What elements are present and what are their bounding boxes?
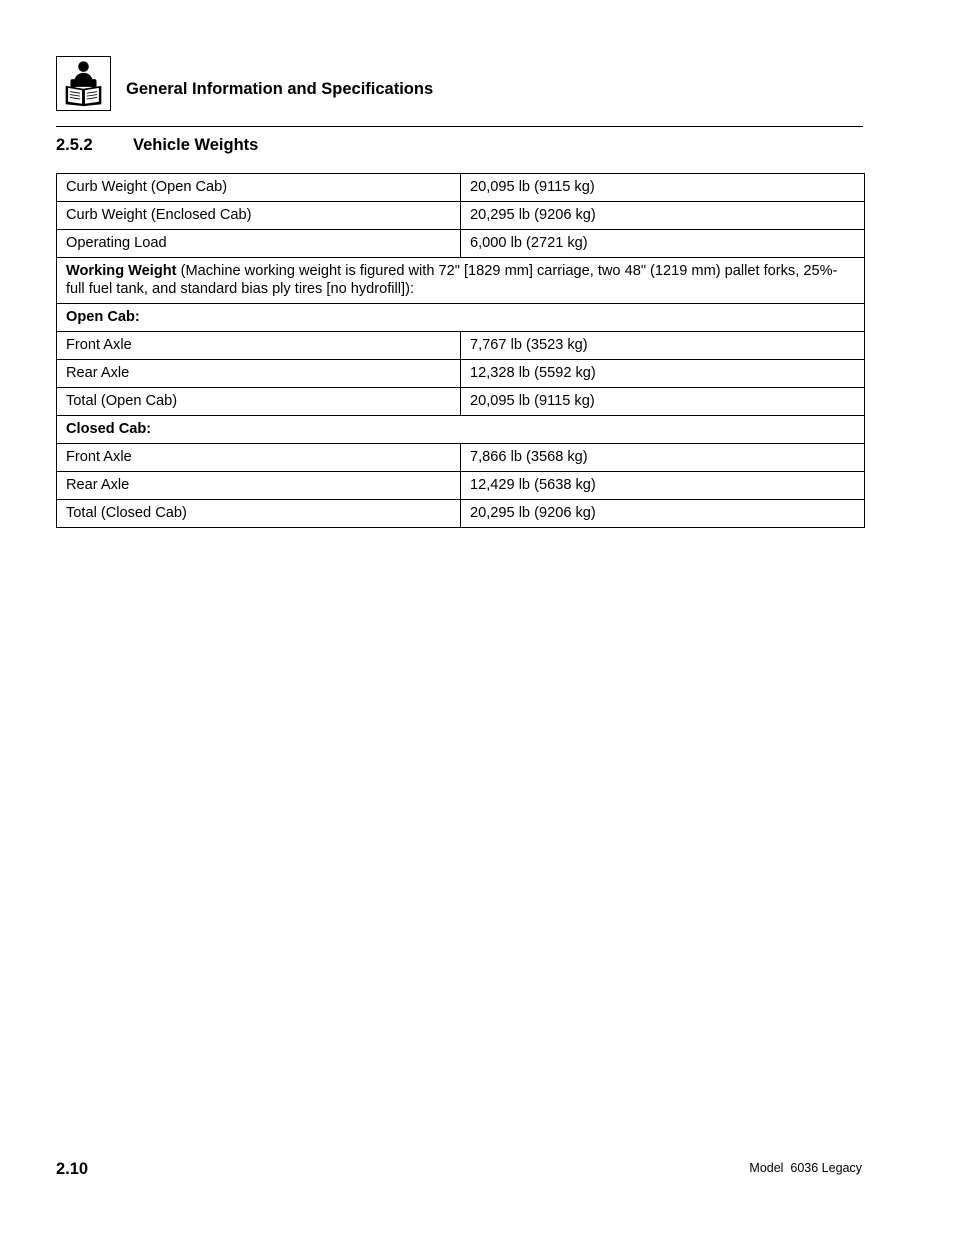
row-value: 12,328 lb (5592 kg) [461,360,865,388]
table-row [57,444,865,472]
row-label: Rear Axle [57,360,461,388]
row-value: 20,095 lb (9115 kg) [461,174,865,202]
page-header-title: General Information and Specifications [126,80,434,98]
table-row [57,174,865,202]
row-value: 20,095 lb (9115 kg) [461,388,865,416]
table-row [57,472,865,500]
table-row [57,360,865,388]
row-value: 20,295 lb (9206 kg) [461,202,865,230]
row-value: 7,866 lb (3568 kg) [461,444,865,472]
closed-cab-heading-row [57,416,865,444]
reader-with-book-icon [56,56,111,111]
working-weight-note [57,258,865,304]
page-number: 2.10 [56,1160,89,1178]
open-cab-heading: Open Cab: [57,304,865,332]
table-row [57,500,865,528]
table-row [57,230,865,258]
row-label: Total (Closed Cab) [57,500,461,528]
section-heading [56,135,258,155]
table-row [57,388,865,416]
row-value: 12,429 lb (5638 kg) [461,472,865,500]
header-divider [56,126,863,127]
section-title: Vehicle Weights [133,136,259,154]
working-weight-label: Working Weight [66,263,177,279]
row-label: Front Axle [57,444,461,472]
section-number: 2.5.2 [56,136,93,154]
row-value: 7,767 lb (3523 kg) [461,332,865,360]
working-weight-text: (Machine working weight is figured with 72" [1829 mm] carriage, two 48" (1219 mm) pallet forks, 25%-full fuel tank, and standard bias ply tires [no hydrofill]): [66,263,838,297]
vehicle-weights-table [56,173,865,528]
row-label: Curb Weight (Enclosed Cab) [57,202,461,230]
table-row [57,332,865,360]
open-cab-heading-row [57,304,865,332]
row-label: Curb Weight (Open Cab) [57,174,461,202]
working-weight-row [57,258,865,304]
closed-cab-heading: Closed Cab: [57,416,865,444]
row-label: Total (Open Cab) [57,388,461,416]
row-label: Front Axle [57,332,461,360]
row-value: 20,295 lb (9206 kg) [461,500,865,528]
row-value: 6,000 lb (2721 kg) [461,230,865,258]
row-label: Operating Load [57,230,461,258]
table-row [57,202,865,230]
footer-model-name: Model 6036 Legacy [749,1161,862,1175]
row-label: Rear Axle [57,472,461,500]
